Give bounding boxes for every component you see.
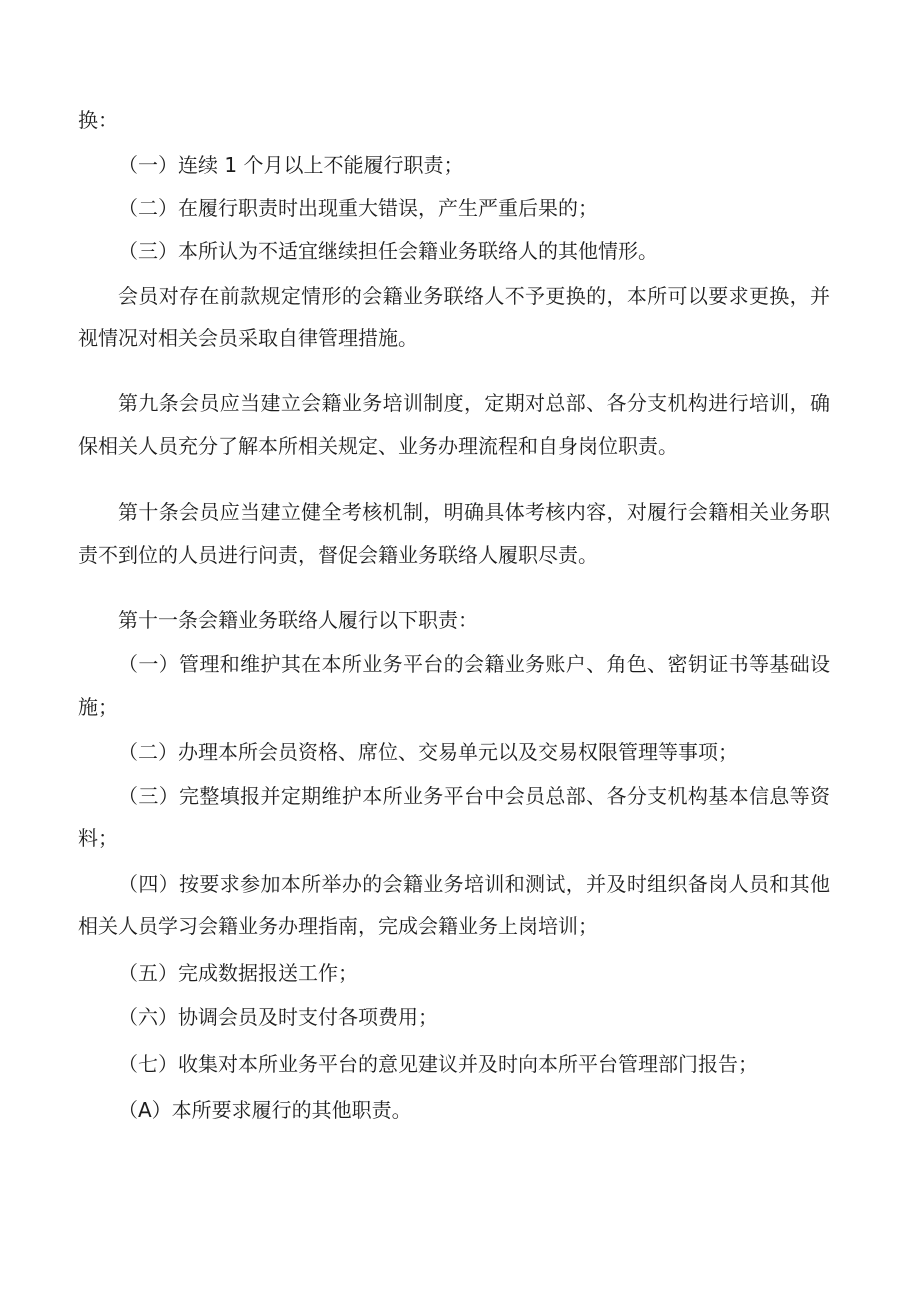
list-item: （一）连续 1 个月以上不能履行职责； [118, 153, 464, 177]
list-item-continuation: 相关人员学习会籍业务办理指南，完成会籍业务上岗培训； [78, 914, 598, 938]
list-item: （三）本所认为不适宜继续担任会籍业务联络人的其他情形。 [118, 239, 658, 263]
list-item: （七）收集对本所业务平台的意见建议并及时向本所平台管理部门报告； [118, 1052, 758, 1076]
list-item: （四）按要求参加本所举办的会籍业务培训和测试，并及时组织备岗人员和其他 [118, 872, 830, 896]
list-item: （一）管理和维护其在本所业务平台的会籍业务账户、角色、密钥证书等基础设 [118, 652, 830, 676]
paragraph-line: 第十条会员应当建立健全考核机制，明确具体考核内容，对履行会籍相关业务职 [118, 500, 830, 524]
paragraph-line: 责不到位的人员进行问责，督促会籍业务联络人履职尽责。 [78, 543, 598, 567]
list-item: （三）完整填报并定期维护本所业务平台中会员总部、各分支机构基本信息等资 [118, 784, 830, 808]
list-item-continuation: 料； [78, 826, 118, 850]
article-heading: 第十一条会籍业务联络人履行以下职责： [118, 608, 478, 632]
list-item: （A）本所要求履行的其他职责。 [118, 1098, 412, 1122]
list-item-continuation: 施； [78, 695, 118, 719]
list-item: （五）完成数据报送工作； [118, 961, 358, 985]
paragraph-line: 保相关人员充分了解本所相关规定、业务办理流程和自身岗位职责。 [78, 434, 678, 458]
paragraph-line: 视情况对相关会员采取自律管理措施。 [78, 326, 418, 350]
list-item: （二）在履行职责时出现重大错误，产生严重后果的； [118, 196, 598, 220]
paragraph-line: 会员对存在前款规定情形的会籍业务联络人不予更换的，本所可以要求更换，并 [118, 284, 830, 308]
paragraph-line: 第九条会员应当建立会籍业务培训制度，定期对总部、各分支机构进行培训，确 [118, 391, 830, 415]
list-item: （二）办理本所会员资格、席位、交易单元以及交易权限管理等事项； [118, 740, 738, 764]
carryover-line: 换： [78, 108, 118, 132]
list-item: （六）协调会员及时支付各项费用； [118, 1005, 438, 1029]
